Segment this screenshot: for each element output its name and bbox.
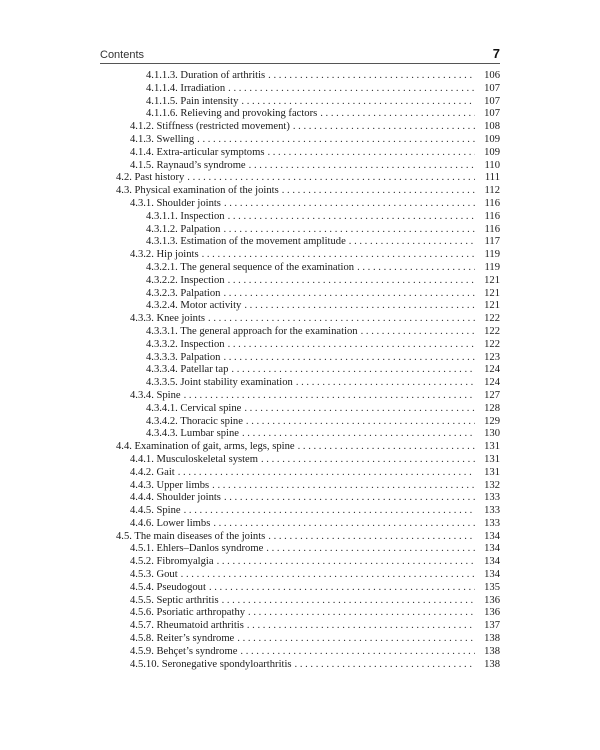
toc-entry-page: 134 bbox=[484, 569, 500, 581]
toc-entry[interactable] bbox=[100, 147, 500, 160]
toc-entry-page: 134 bbox=[484, 556, 500, 568]
dot-leader bbox=[212, 480, 475, 493]
toc-entry[interactable] bbox=[100, 83, 500, 96]
toc-entry-title: 4.3.1.2. Palpation bbox=[146, 223, 221, 235]
toc-entry-page: 110 bbox=[484, 159, 500, 171]
toc-entry-page: 112 bbox=[484, 185, 500, 197]
toc-entry-page: 124 bbox=[484, 364, 500, 376]
toc-entry-page: 107 bbox=[484, 95, 500, 107]
toc-entry[interactable] bbox=[100, 121, 500, 134]
dot-leader bbox=[181, 569, 475, 582]
toc-entry-page: 133 bbox=[484, 505, 500, 517]
dot-leader bbox=[184, 505, 475, 518]
toc-entry-title: 4.3.2. Hip joints bbox=[130, 249, 199, 261]
toc-entry-page: 109 bbox=[484, 146, 500, 158]
toc-entry[interactable] bbox=[100, 595, 500, 608]
dot-leader bbox=[247, 620, 475, 633]
toc-entry-title: 4.4.5. Spine bbox=[130, 505, 181, 517]
toc-entry[interactable] bbox=[100, 236, 500, 249]
dot-leader bbox=[242, 428, 475, 441]
toc-entry-page: 116 bbox=[484, 210, 500, 222]
toc-entry[interactable] bbox=[100, 339, 500, 352]
toc-entry-page: 117 bbox=[484, 236, 500, 248]
toc-entry-page: 133 bbox=[484, 517, 500, 529]
running-header bbox=[100, 46, 500, 61]
toc-entry-page: 123 bbox=[484, 351, 500, 363]
toc-entry[interactable] bbox=[100, 211, 500, 224]
toc-entry-title: 4.5.4. Pseudogout bbox=[130, 581, 206, 593]
toc-entry-title: 4.3.3.4. Patellar tap bbox=[146, 364, 229, 376]
toc-entry[interactable] bbox=[100, 569, 500, 582]
toc-entry[interactable] bbox=[100, 543, 500, 556]
toc-entry-title: 4.3.3.2. Inspection bbox=[146, 338, 225, 350]
toc-entry-page: 134 bbox=[484, 530, 500, 542]
toc-entry-title: 4.4.4. Shoulder joints bbox=[130, 492, 221, 504]
toc-entry-page: 111 bbox=[484, 172, 500, 184]
toc-entry[interactable] bbox=[100, 108, 500, 121]
dot-leader bbox=[349, 236, 475, 249]
toc-entry-title: 4.1.1.3. Duration of arthritis bbox=[146, 70, 266, 81]
toc-entry-title: 4.4.6. Lower limbs bbox=[130, 517, 211, 529]
dot-leader bbox=[320, 108, 475, 121]
toc-entry-page: 119 bbox=[484, 249, 500, 261]
toc-entry-page: 122 bbox=[484, 338, 500, 350]
toc-entry[interactable] bbox=[100, 224, 500, 237]
toc-entry-title: 4.3.3. Knee joints bbox=[130, 313, 206, 325]
header-title: Contents bbox=[100, 49, 145, 61]
toc-entry[interactable] bbox=[100, 441, 500, 454]
toc-entry-title: 4.5.9. Behçet’s syndrome bbox=[130, 645, 238, 657]
dot-leader bbox=[246, 416, 475, 429]
toc-entry-title: 4.3. Physical examination of the joints bbox=[116, 185, 279, 197]
dot-leader bbox=[266, 543, 475, 556]
dot-leader bbox=[298, 441, 475, 454]
toc-entry[interactable] bbox=[100, 352, 500, 365]
toc-entry-title: 4.3.3.3. Palpation bbox=[146, 351, 221, 363]
toc-entry[interactable] bbox=[100, 313, 500, 326]
dot-leader bbox=[213, 518, 475, 531]
toc-entry[interactable] bbox=[100, 134, 500, 147]
toc-entry-title: 4.3.4.2. Thoracic spine bbox=[146, 415, 243, 427]
toc-entry[interactable] bbox=[100, 172, 500, 185]
dot-leader bbox=[357, 262, 475, 275]
toc-entry-title: 4.3.2.3. Palpation bbox=[146, 287, 221, 299]
toc-entry[interactable] bbox=[100, 518, 500, 531]
toc-entry-page: 131 bbox=[484, 466, 500, 478]
dot-leader bbox=[244, 403, 475, 416]
toc-entry[interactable] bbox=[100, 480, 500, 493]
toc-entry-page: 131 bbox=[484, 441, 500, 453]
toc-entry-title: 4.1.4. Extra-articular symptoms bbox=[130, 146, 265, 158]
dot-leader bbox=[295, 659, 475, 672]
toc-entry-page: 109 bbox=[484, 133, 500, 145]
toc-entry-title: 4.5.1. Ehlers–Danlos syndrome bbox=[130, 543, 264, 555]
dot-leader bbox=[237, 633, 475, 646]
toc-entry-title: 4.5.6. Psoriatic arthropathy bbox=[130, 607, 246, 619]
toc-entry[interactable] bbox=[100, 416, 500, 429]
dot-leader bbox=[361, 326, 475, 339]
toc-entry-title: 4.1.3. Swelling bbox=[130, 133, 195, 145]
toc-entry[interactable] bbox=[100, 467, 500, 480]
toc-entry[interactable] bbox=[100, 582, 500, 595]
toc-entry-page: 108 bbox=[484, 121, 500, 133]
toc-entry[interactable] bbox=[100, 646, 500, 659]
toc-entry-title: 4.1.2. Stiffness (restricted movement) bbox=[130, 121, 290, 133]
toc-entry[interactable] bbox=[100, 633, 500, 646]
dot-leader bbox=[293, 121, 475, 134]
toc-entry[interactable] bbox=[100, 403, 500, 416]
toc-entry-title: 4.5.5. Septic arthritis bbox=[130, 594, 219, 606]
toc-entry-page: 106 bbox=[484, 70, 500, 81]
dot-leader bbox=[228, 275, 475, 288]
toc-entry-page: 128 bbox=[484, 402, 500, 414]
toc-entry-page: 121 bbox=[484, 287, 500, 299]
toc-entry[interactable] bbox=[100, 428, 500, 441]
dot-leader bbox=[261, 454, 475, 467]
toc-entry-title: 4.3.3.1. The general approach for the examination bbox=[146, 325, 358, 337]
toc-entry[interactable] bbox=[100, 454, 500, 467]
toc-entry-page: 130 bbox=[484, 428, 500, 440]
toc-entry-title: 4.3.4.3. Lumbar spine bbox=[146, 428, 239, 440]
toc-entry-title: 4.3.3.5. Joint stability examination bbox=[146, 377, 293, 389]
header-rule bbox=[100, 63, 500, 64]
dot-leader bbox=[224, 492, 475, 505]
toc-entry[interactable] bbox=[100, 160, 500, 173]
toc-entry-title: 4.5. The main diseases of the joints bbox=[116, 530, 266, 542]
toc-entry-title: 4.3.2.4. Motor activity bbox=[146, 300, 242, 312]
dot-leader bbox=[296, 377, 475, 390]
toc-entry-page: 135 bbox=[484, 581, 500, 593]
dot-leader bbox=[248, 607, 475, 620]
dot-leader bbox=[202, 249, 475, 262]
dot-leader bbox=[244, 300, 475, 313]
toc-entry[interactable] bbox=[100, 607, 500, 620]
toc-entry-title: 4.4. Examination of gait, arms, legs, spine bbox=[116, 441, 295, 453]
toc-entry-page: 138 bbox=[484, 633, 500, 645]
toc-entry-title: 4.3.2.1. The general sequence of the examination bbox=[146, 261, 355, 273]
toc-entry-page: 107 bbox=[484, 82, 500, 94]
toc-entry[interactable] bbox=[100, 556, 500, 569]
toc-entry-title: 4.3.1.3. Estimation of the movement amplitude bbox=[146, 236, 346, 248]
toc-entry-title: 4.4.3. Upper limbs bbox=[130, 479, 210, 491]
toc-entry[interactable] bbox=[100, 390, 500, 403]
toc-entry-title: 4.5.8. Reiter’s syndrome bbox=[130, 633, 235, 645]
toc-entry-title: 4.5.2. Fibromyalgia bbox=[130, 556, 214, 568]
dot-leader bbox=[228, 339, 475, 352]
toc-entry-title: 4.5.10. Seronegative spondyloarthritis bbox=[130, 658, 292, 670]
toc-entry-page: 122 bbox=[484, 325, 500, 337]
toc-entry-page: 138 bbox=[484, 645, 500, 657]
page-number: 7 bbox=[492, 46, 500, 61]
toc-entry-title: 4.2. Past history bbox=[116, 172, 185, 184]
toc-entry-title: 4.1.1.6. Relieving and provoking factors bbox=[146, 108, 318, 120]
toc-entry-title: 4.3.2.2. Inspection bbox=[146, 274, 225, 286]
dot-leader bbox=[240, 646, 475, 659]
toc-entry-page: 132 bbox=[484, 479, 500, 491]
toc-entry[interactable] bbox=[100, 198, 500, 211]
dot-leader bbox=[197, 134, 475, 147]
toc-entry-page: 137 bbox=[484, 620, 500, 632]
toc-entry-title: 4.4.1. Musculoskeletal system bbox=[130, 453, 258, 465]
toc-entry[interactable] bbox=[100, 364, 500, 377]
dot-leader bbox=[282, 185, 475, 198]
toc-entry-page: 124 bbox=[484, 377, 500, 389]
dot-leader bbox=[231, 364, 475, 377]
toc-entry-page: 107 bbox=[484, 108, 500, 120]
dot-leader bbox=[223, 288, 475, 301]
dot-leader bbox=[228, 211, 475, 224]
toc-entry-title: 4.1.1.4. Irradiation bbox=[146, 82, 226, 94]
dot-leader bbox=[228, 83, 475, 96]
toc-entry[interactable] bbox=[100, 377, 500, 390]
toc-entry-page: 127 bbox=[484, 389, 500, 401]
toc-entry-title: 4.3.4. Spine bbox=[130, 389, 181, 401]
toc-entry-page: 129 bbox=[484, 415, 500, 427]
table-of-contents bbox=[100, 70, 500, 671]
toc-entry-page: 131 bbox=[484, 453, 500, 465]
dot-leader bbox=[267, 147, 475, 160]
dot-leader bbox=[223, 352, 475, 365]
toc-entry-title: 4.4.2. Gait bbox=[130, 466, 175, 478]
toc-entry-page: 134 bbox=[484, 543, 500, 555]
dot-leader bbox=[223, 224, 475, 237]
toc-entry[interactable] bbox=[100, 275, 500, 288]
dot-leader bbox=[222, 595, 475, 608]
toc-entry[interactable] bbox=[100, 249, 500, 262]
toc-entry[interactable] bbox=[100, 505, 500, 518]
toc-entry-title: 4.1.1.5. Pain intensity bbox=[146, 95, 239, 107]
dot-leader bbox=[208, 313, 475, 326]
dot-leader bbox=[209, 582, 475, 595]
toc-entry-page: 116 bbox=[484, 223, 500, 235]
dot-leader bbox=[224, 198, 475, 211]
dot-leader bbox=[217, 556, 475, 569]
toc-entry[interactable] bbox=[100, 620, 500, 633]
toc-entry-page: 121 bbox=[484, 300, 500, 312]
toc-entry-title: 4.1.5. Raynaud’s syndrome bbox=[130, 159, 246, 171]
toc-entry[interactable] bbox=[100, 531, 500, 544]
dot-leader bbox=[241, 96, 475, 109]
toc-entry-title: 4.3.1.1. Inspection bbox=[146, 210, 225, 222]
dot-leader bbox=[268, 70, 475, 83]
toc-entry-title: 4.5.3. Gout bbox=[130, 569, 178, 581]
toc-entry[interactable] bbox=[100, 326, 500, 339]
dot-leader bbox=[249, 160, 475, 173]
toc-entry-page: 133 bbox=[484, 492, 500, 504]
toc-entry-page: 136 bbox=[484, 607, 500, 619]
dot-leader bbox=[268, 531, 475, 544]
toc-entry[interactable] bbox=[100, 185, 500, 198]
toc-entry-title: 4.3.4.1. Cervical spine bbox=[146, 402, 242, 414]
toc-entry[interactable] bbox=[100, 288, 500, 301]
dot-leader bbox=[184, 390, 475, 403]
dot-leader bbox=[187, 172, 475, 185]
toc-entry-title: 4.5.7. Rheumatoid arthritis bbox=[130, 620, 244, 632]
toc-entry-page: 138 bbox=[484, 658, 500, 670]
toc-entry[interactable] bbox=[100, 492, 500, 505]
toc-entry[interactable] bbox=[100, 70, 500, 83]
toc-entry[interactable] bbox=[100, 659, 500, 672]
toc-entry-title: 4.3.1. Shoulder joints bbox=[130, 197, 221, 209]
toc-entry-page: 119 bbox=[484, 261, 500, 273]
toc-entry[interactable] bbox=[100, 262, 500, 275]
toc-entry-page: 116 bbox=[484, 197, 500, 209]
toc-entry-page: 136 bbox=[484, 594, 500, 606]
toc-entry[interactable] bbox=[100, 300, 500, 313]
toc-entry[interactable] bbox=[100, 96, 500, 109]
dot-leader bbox=[178, 467, 475, 480]
toc-entry-page: 122 bbox=[484, 313, 500, 325]
toc-entry-page: 121 bbox=[484, 274, 500, 286]
